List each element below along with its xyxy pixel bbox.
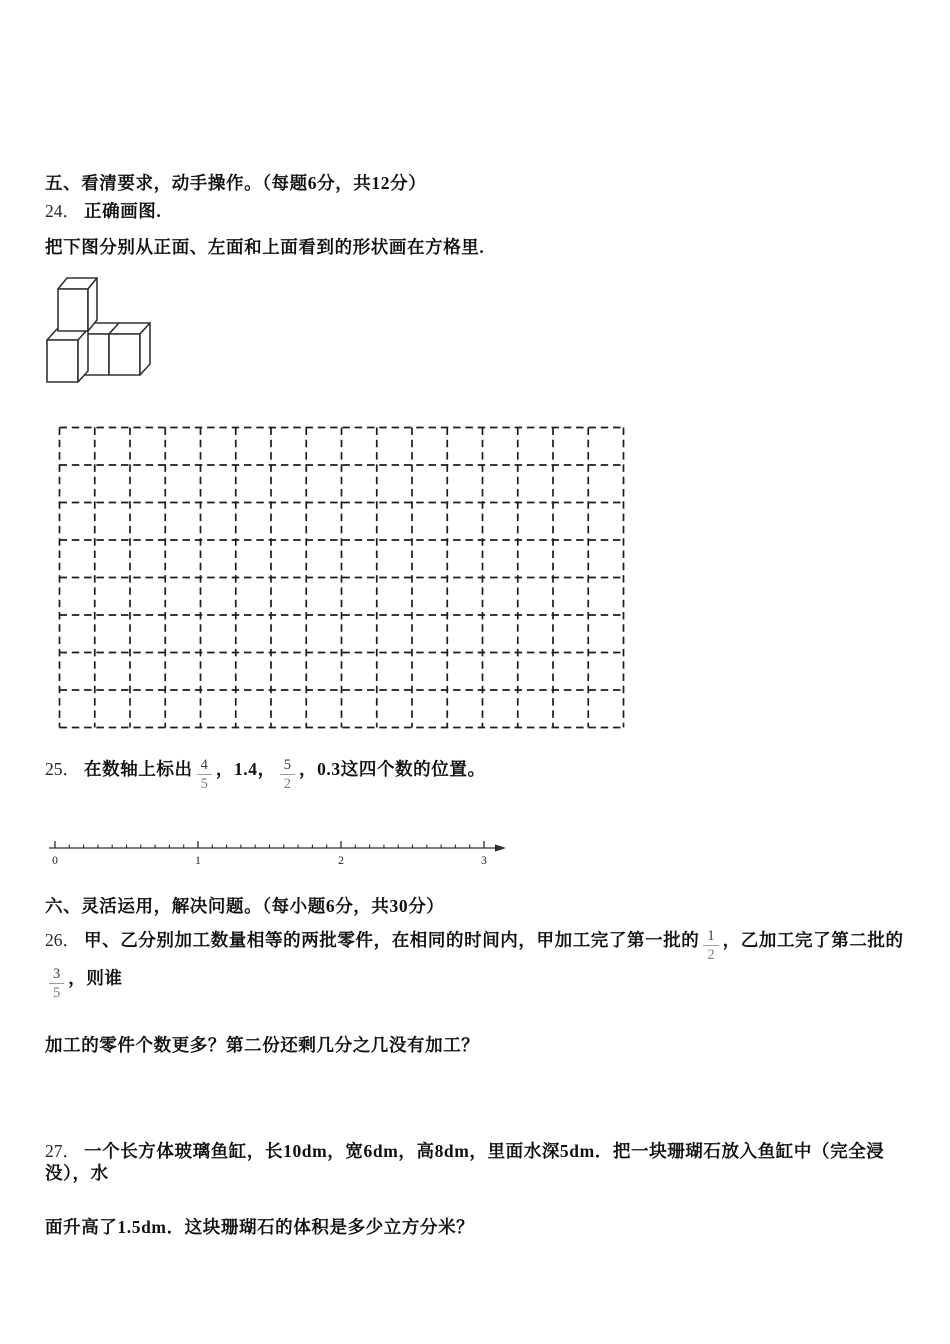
tick-label: 0 <box>52 855 58 868</box>
fraction-numerator: 4 <box>200 757 208 773</box>
question-27-text: 一个长方体玻璃鱼缸，长10dm，宽6dm，高8dm，里面水深5dm．把一块珊瑚石放入鱼缸中（完全浸没），水 <box>45 1140 885 1183</box>
question-24-instruction: 把下图分别从正面、左面和上面看到的形状画在方格里. <box>45 237 485 257</box>
cube-front-left-front-face <box>47 340 78 382</box>
tick-label: 3 <box>481 855 487 868</box>
fraction-denominator: 2 <box>703 945 718 964</box>
cube-top-stacked <box>58 278 97 331</box>
cube-front-left <box>47 329 88 382</box>
fraction-numerator: 1 <box>707 928 715 945</box>
question-26-number: 26． <box>45 930 80 951</box>
question-25-line <box>45 756 910 793</box>
question-25-text-before: 在数轴上标出 <box>84 759 193 780</box>
question-24-number: 24． <box>45 201 80 221</box>
question-24-line <box>45 200 910 222</box>
fraction-1-2 <box>703 927 718 964</box>
tick-label: 2 <box>338 855 344 868</box>
fraction-denominator: 5 <box>197 774 212 793</box>
section-5-heading: 五、看清要求，动手操作。（每题6分，共12分） <box>45 173 427 193</box>
fraction-numerator: 3 <box>53 965 61 982</box>
question-25-text-mid: ，1.4， <box>215 759 276 780</box>
question-26-text-before: 甲、乙分别加工数量相等的两批零件，在相同的时间内，甲加工完了第一批的 <box>84 930 700 951</box>
fraction-3-5 <box>49 965 64 1002</box>
question-25-text-after: ，0.3这四个数的位置。 <box>298 759 486 780</box>
cube-right <box>109 323 150 375</box>
section-6-heading: 六、灵活运用，解决问题。（每小题6分，共30分） <box>45 896 445 917</box>
cube-right-front-face <box>109 334 140 375</box>
number-line-arrow <box>495 845 506 852</box>
question-27-number: 27． <box>45 1140 80 1161</box>
question-26-text-mid: ，乙加工完了第二批的 <box>722 930 904 951</box>
tick-label: 1 <box>195 855 201 868</box>
question-24-title: 正确画图. <box>84 201 162 221</box>
question-26-line1 <box>45 927 910 1002</box>
fraction-4-5 <box>197 756 212 793</box>
drawing-grid <box>58 426 625 730</box>
fraction-5-2 <box>280 756 295 793</box>
cube-figure <box>42 272 162 386</box>
cube-top-front-face <box>58 289 88 331</box>
question-26-line2: 加工的零件个数更多？第二份还剩几分之几没有加工？ <box>45 1034 480 1055</box>
fraction-denominator: 2 <box>280 774 295 793</box>
fraction-denominator: 5 <box>49 983 64 1002</box>
fraction-numerator: 5 <box>283 757 291 773</box>
question-27-line2: 面升高了1.5dm．这块珊瑚石的体积是多少立方分米？ <box>45 1216 475 1237</box>
question-26-text-after: ，则谁 <box>68 967 123 988</box>
question-25-number: 25． <box>45 759 80 780</box>
question-27-line1 <box>45 1140 910 1184</box>
number-line <box>47 836 517 870</box>
